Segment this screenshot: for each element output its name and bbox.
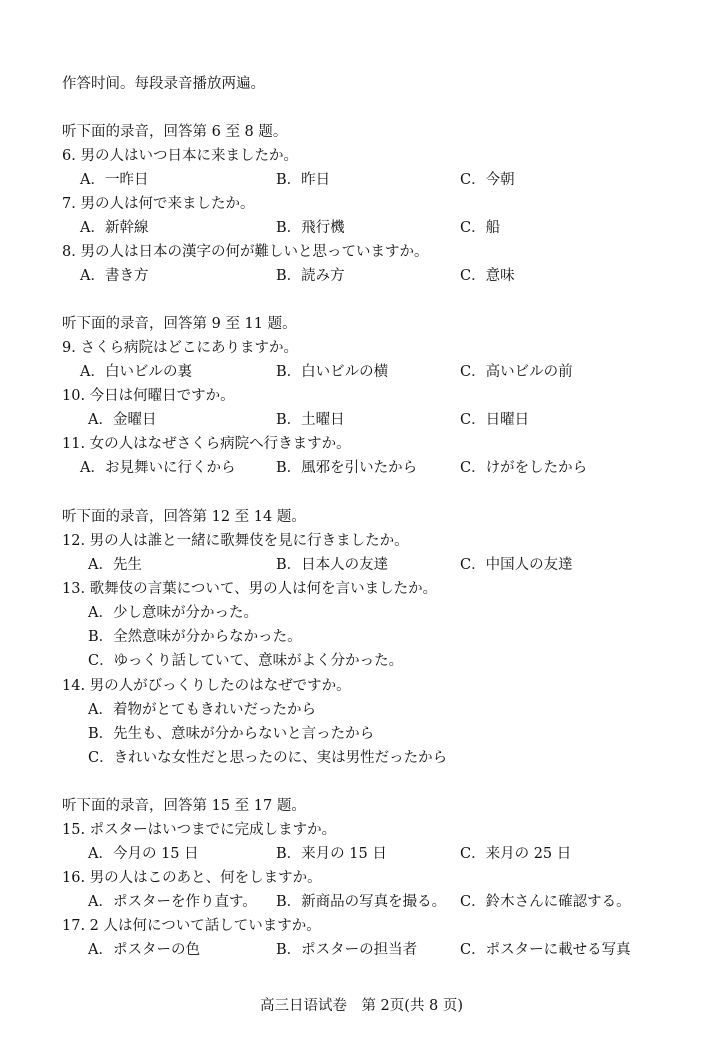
option-8c: C．意味 — [460, 268, 515, 284]
question-8: 8. 男の人は日本の漢字の何が難しいと思っていますか。 — [62, 244, 429, 260]
option-6a: A．一昨日 — [80, 172, 149, 188]
option-8a: A．書き方 — [80, 268, 149, 284]
intro-text: 作答时间。每段录音播放两遍。 — [62, 76, 265, 92]
option-17b: B．ポスターの担当者 — [276, 942, 418, 958]
section-instruction: 听下面的录音，回答第 6 至 8 题。 — [62, 124, 288, 140]
question-12: 12. 男の人は誰と一緒に歌舞伎を見に行きましたか。 — [62, 533, 409, 549]
question-15: 15. ポスターはいつまでに完成しますか。 — [62, 822, 337, 838]
option-11a: A．お見舞いに行くから — [80, 460, 236, 476]
option-15c: C．来月の 25 日 — [460, 846, 572, 862]
option-9b: B．白いビルの横 — [276, 364, 389, 380]
option-16c: C．鈴木さんに確認する。 — [460, 894, 631, 910]
option-12c: C．中国人の友達 — [460, 557, 573, 573]
option-15a: A．今月の 15 日 — [88, 846, 199, 862]
option-8b: B．読み方 — [276, 268, 345, 284]
option-7c: C．船 — [460, 220, 501, 236]
option-16a: A．ポスターを作り直す。 — [88, 894, 257, 910]
option-11c: C．けがをしたから — [460, 460, 588, 476]
option-11b: B．風邪を引いたから — [276, 460, 418, 476]
question-10: 10. 今日は何曜日ですか。 — [62, 388, 235, 404]
question-14: 14. 男の人がびっくりしたのはなぜですか。 — [62, 678, 351, 694]
question-17: 17. 2 人は何について話していますか。 — [62, 918, 321, 934]
question-9: 9. さくら病院はどこにありますか。 — [62, 340, 298, 356]
option-9c: C．高いビルの前 — [460, 364, 573, 380]
option-10a: A．金曜日 — [88, 412, 157, 428]
question-6: 6. 男の人はいつ日本に来ましたか。 — [62, 148, 298, 164]
option-7b: B．飛行機 — [276, 220, 345, 236]
page-footer: 高三日语试卷 第 2页(共 8 页) — [259, 998, 464, 1014]
option-6c: C．今朝 — [460, 172, 515, 188]
option-6b: B．昨日 — [276, 172, 331, 188]
section-instruction: 听下面的录音，回答第 15 至 17 题。 — [62, 798, 306, 814]
option-16b: B．新商品の写真を撮る。 — [276, 894, 447, 910]
option-17c: C．ポスターに載せる写真 — [460, 942, 631, 958]
question-16: 16. 男の人はこのあと、何をしますか。 — [62, 870, 322, 886]
option-13b: B．全然意味が分からなかった。 — [88, 629, 302, 645]
option-10c: C．日曜日 — [460, 412, 530, 428]
section-instruction: 听下面的录音，回答第 12 至 14 题。 — [62, 509, 306, 525]
option-14b: B．先生も、意味が分からないと言ったから — [88, 726, 375, 742]
section-instruction: 听下面的录音，回答第 9 至 11 题。 — [62, 316, 297, 332]
option-12b: B．日本人の友達 — [276, 557, 389, 573]
option-14a: A．着物がとてもきれいだったから — [88, 702, 316, 718]
option-13a: A．少し意味が分かった。 — [88, 605, 258, 621]
option-13c: C．ゆっくり話していて、意味がよく分かった。 — [88, 653, 404, 669]
option-10b: B．土曜日 — [276, 412, 345, 428]
option-7a: A．新幹線 — [80, 220, 149, 236]
question-11: 11. 女の人はなぜさくら病院へ行きますか。 — [62, 436, 351, 452]
question-7: 7. 男の人は何で来ましたか。 — [62, 196, 255, 212]
question-13: 13. 歌舞伎の言葉について、男の人は何を言いましたか。 — [62, 581, 438, 597]
option-12a: A．先生 — [88, 557, 142, 573]
option-15b: B．来月の 15 日 — [276, 846, 387, 862]
option-17a: A．ポスターの色 — [88, 942, 200, 958]
option-14c: C．きれいな女性だと思ったのに、実は男性だったから — [88, 750, 448, 766]
option-9a: A．白いビルの裏 — [80, 364, 192, 380]
